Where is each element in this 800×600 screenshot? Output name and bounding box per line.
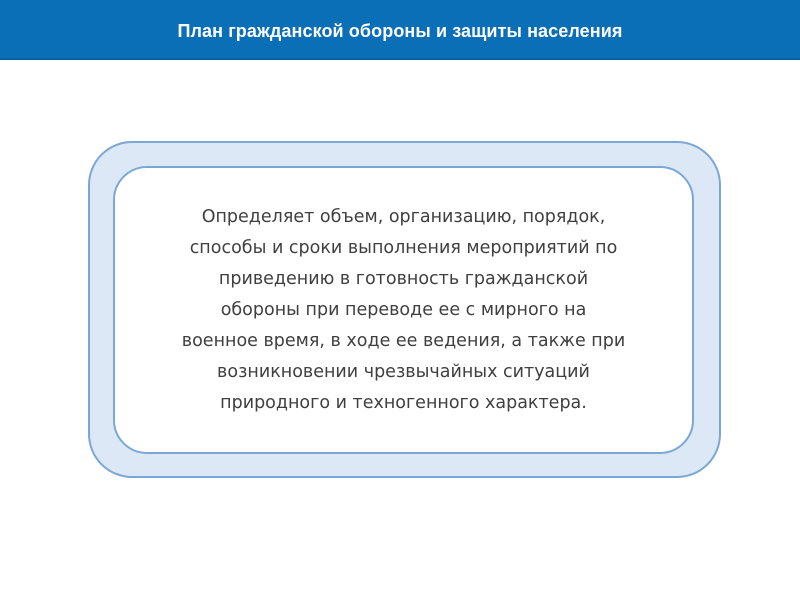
definition-line: возникновении чрезвычайных ситуаций [217,361,590,382]
title-bar [0,0,800,60]
definition-line: природного и техногенного характера. [220,392,587,413]
definition-card [113,166,694,454]
definition-line: военное время, в ходе ее ведения, а также при [181,330,626,351]
page-title: План гражданской обороны и защиты населения [177,21,623,41]
definition-line: способы и сроки выполнения мероприятий по [189,237,618,258]
definition-line: приведению в готовность гражданской [218,268,589,289]
definition-line: Определяет объем, организацию, порядок, [201,206,606,227]
definition-line: обороны при переводе ее с мирного на [220,299,587,320]
definition-text [154,202,654,419]
